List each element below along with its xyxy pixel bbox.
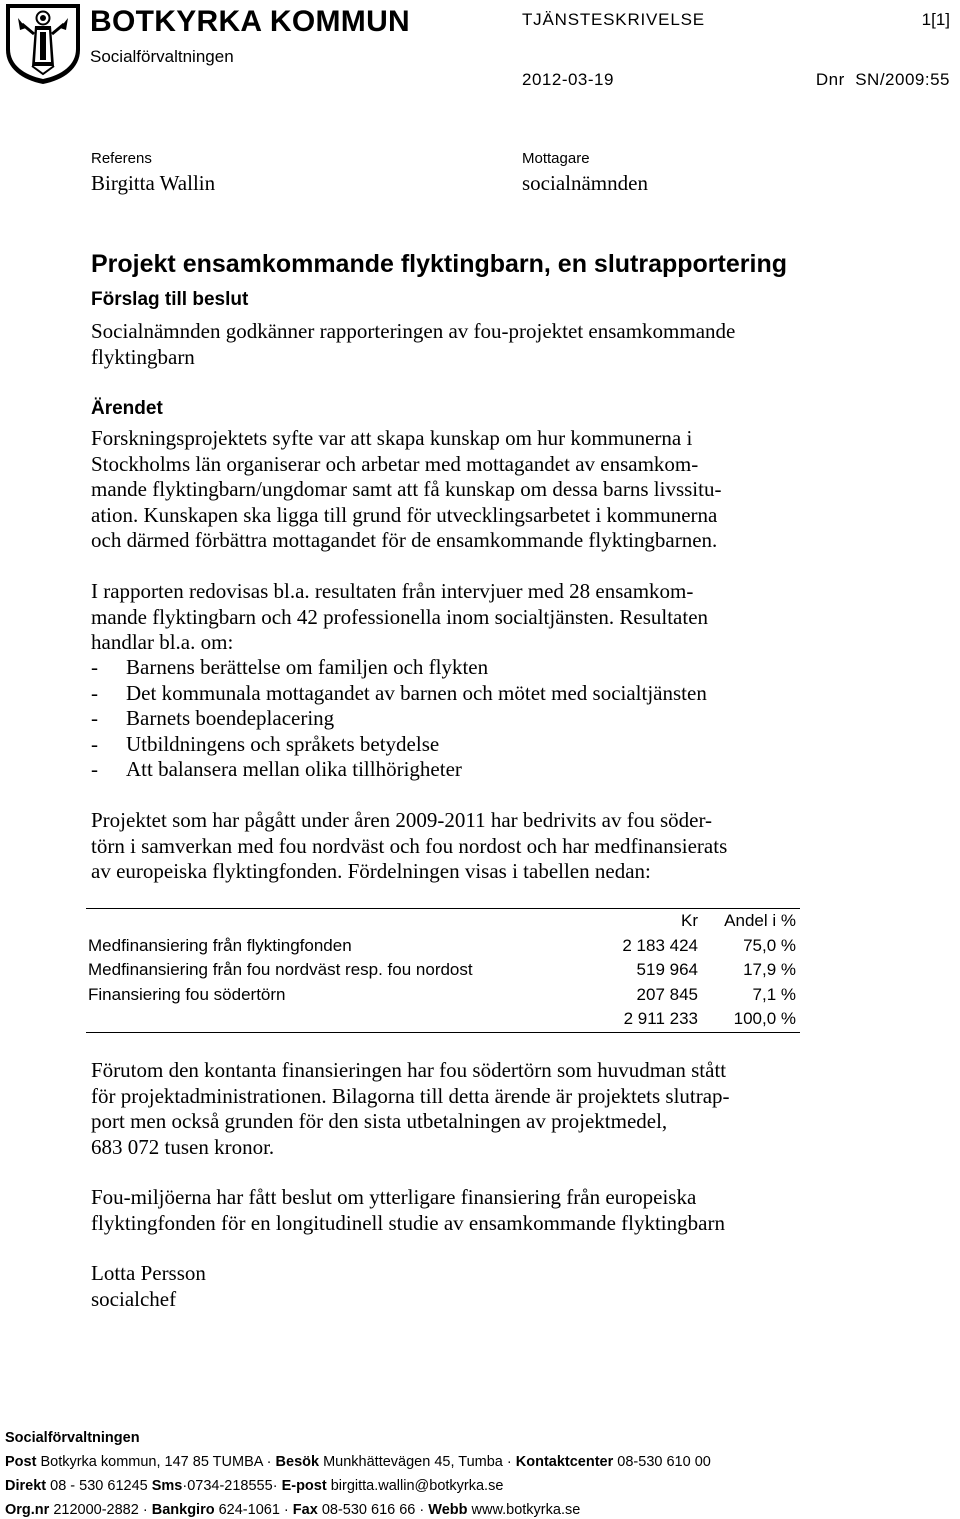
footer-label: Webb — [428, 1502, 468, 1518]
text-line: törn i samverkan med fou nordväst och fou nordost och har medfinansierats — [91, 833, 728, 858]
text-line: Forskningsprojektets syfte var att skapa kunskap om hur kommunerna i — [91, 426, 693, 450]
table-bottom-rule — [86, 1032, 800, 1033]
text-line: mande flyktingbarn/ungdomar samt att få kunskap om dessa barns livssitu- — [91, 477, 722, 501]
footer-value: Munkhättevägen 45, Tumba — [323, 1454, 503, 1470]
footer-separator: · — [283, 1502, 289, 1518]
table-cell: 519 964 — [636, 960, 698, 979]
dash-marker: - — [91, 680, 98, 705]
table-cell: Finansiering fou södertörn — [88, 984, 286, 1004]
footer-value: 08-530 616 66 — [321, 1502, 416, 1518]
footer-department — [5, 1430, 140, 1446]
municipality-coat-of-arms — [4, 2, 82, 86]
proposal-heading: Förslag till beslut — [91, 289, 249, 310]
footer-separator: · — [142, 1502, 148, 1518]
footer-label: Post — [5, 1454, 37, 1470]
table-cell: 75,0 % — [743, 935, 796, 955]
footer-label: Besök — [275, 1454, 320, 1470]
table-header-cell: Andel i % — [724, 911, 796, 930]
footer-value: Botkyrka kommun, 147 85 TUMBA — [40, 1454, 263, 1470]
list-item — [91, 757, 707, 783]
recipient-label: Mottagare — [522, 150, 590, 167]
footer-value: 08-530 610 00 — [617, 1454, 711, 1470]
footer-label: Bankgiro — [151, 1502, 215, 1518]
footer-label: E-post — [281, 1478, 327, 1494]
footer-separator: · — [272, 1478, 278, 1494]
reference-label: Referens — [91, 150, 152, 167]
table-header-row — [86, 909, 800, 934]
table-cell: Medfinansiering från fou nordväst resp. fou nordost — [88, 960, 473, 979]
list-item-text: Utbildningens och språkets betydelse — [126, 731, 440, 756]
table-total-share: 100,0 % — [733, 1009, 796, 1028]
signer-title: socialchef — [91, 1287, 177, 1311]
footer-line-1 — [5, 1454, 711, 1470]
table-header-cell: Kr — [681, 911, 698, 930]
text-line: mande flyktingbarn och 42 professionella inom socialtjänsten. Resultaten — [91, 604, 709, 629]
dash-marker: - — [91, 655, 98, 679]
paragraph-5 — [91, 1185, 811, 1236]
matter-heading: Ärendet — [91, 398, 163, 419]
table-total-amount: 2 911 233 — [623, 1009, 698, 1028]
list-item-text: Barnets boendeplacering — [126, 706, 335, 730]
footer-value: 08 - 530 61245 — [50, 1478, 148, 1494]
financing-table — [86, 908, 800, 1033]
text-line: Stockholms län organiserar och arbetar med mottagandet av ensamkom- — [91, 451, 699, 476]
table-cell: 17,9 % — [743, 960, 796, 979]
text-line: för projektadministrationen. Bilagorna till detta ärende är projektets slutrap- — [91, 1083, 730, 1108]
text-line: I rapporten redovisas bl.a. resultaten från intervjuer med 28 ensamkom- — [91, 579, 694, 603]
registration-number: Dnr SN/2009:55 — [815, 70, 950, 89]
footer-value: 0734-218555 — [187, 1478, 273, 1494]
footer-separator: · — [266, 1454, 272, 1470]
text-line: och därmed förbättra mottagandet för de ensamkommande flyktingbarnen. — [91, 528, 718, 552]
footer-label: Direkt — [5, 1478, 47, 1494]
footer-email-link[interactable]: birgitta.wallin@botkyrka.se — [330, 1478, 504, 1494]
list-item — [91, 681, 707, 707]
document-date: 2012-03-19 — [522, 70, 614, 89]
department-name: Socialförvaltningen — [90, 47, 234, 66]
footer-department-text: Socialförvaltningen — [5, 1430, 140, 1446]
list-item-text: Barnens berättelse om familjen och flykten — [126, 655, 489, 679]
footer-web-link[interactable]: www.botkyrka.se — [471, 1502, 581, 1518]
text-line: av europeiska flyktingfonden. Fördelningen visas i tabellen nedan: — [91, 859, 651, 883]
footer-separator: · — [419, 1502, 425, 1518]
text-line: handlar bl.a. om: — [91, 630, 234, 654]
matter-paragraph-2 — [91, 579, 811, 656]
recipient-name: socialnämnden — [522, 171, 648, 195]
footer-line-3 — [5, 1502, 580, 1518]
footer-value: 212000-2882 — [53, 1502, 139, 1518]
paragraph-4 — [91, 1058, 811, 1160]
text-line: Projektet som har pågått under åren 2009-2011 har bedrivits av fou söder- — [91, 808, 713, 832]
proposal-text — [91, 319, 811, 370]
table-row — [86, 958, 800, 983]
list-item-text: Det kommunala mottagandet av barnen och mötet med socialtjänsten — [126, 680, 707, 705]
text-line: ation. Kunskapen ska ligga till grund för utvecklingsarbetet i kommunerna — [91, 502, 718, 527]
table-row — [86, 983, 800, 1008]
table-total-row — [86, 1007, 800, 1032]
dash-marker: - — [91, 706, 98, 730]
dash-marker: - — [91, 757, 98, 781]
footer-line-2 — [5, 1478, 503, 1494]
table-cell: Medfinansiering från flyktingfonden — [88, 935, 352, 955]
reference-name: Birgitta Wallin — [91, 171, 216, 195]
text-line: 683 072 tusen kronor. — [91, 1134, 275, 1159]
document-type: TJÄNSTESKRIVELSE — [522, 10, 705, 29]
table-cell: 7,1 % — [752, 984, 796, 1004]
table-row — [86, 934, 800, 959]
matter-paragraph-1 — [91, 426, 811, 554]
dash-marker: - — [91, 731, 98, 756]
signer-name: Lotta Persson — [91, 1261, 206, 1285]
page-number: 1[1] — [921, 10, 950, 29]
document-title: Projekt ensamkommande flyktingbarn, en slutrapportering — [91, 250, 787, 278]
text-line: flyktingbarn — [91, 344, 195, 369]
table-cell: 207 845 — [636, 984, 698, 1004]
footer-label: Sms — [151, 1478, 183, 1494]
organization-name: BOTKYRKA KOMMUN — [90, 5, 411, 38]
footer-label: Kontaktcenter — [515, 1454, 614, 1470]
text-line: Fou-miljöerna har fått beslut om ytterligare finansiering från europeiska — [91, 1185, 697, 1209]
footer-separator: · — [506, 1454, 512, 1470]
text-line: Förutom den kontanta finansieringen har fou södertörn som huvudman stått — [91, 1058, 727, 1082]
footer-value: 624-1061 — [218, 1502, 280, 1518]
text-line: port men också grunden för den sista utbetalningen av projektmedel, — [91, 1109, 668, 1133]
list-item — [91, 655, 707, 681]
list-item-text: Att balansera mellan olika tillhörigheter — [126, 757, 462, 781]
text-line: Socialnämnden godkänner rapporteringen av fou-projektet ensamkommande — [91, 319, 736, 343]
table-cell: 2 183 424 — [622, 935, 698, 955]
footer-label: Org.nr — [5, 1502, 50, 1518]
footer-label: Fax — [292, 1502, 318, 1518]
matter-paragraph-3 — [91, 808, 811, 885]
text-line: flyktingfonden för en longitudinell studie av ensamkommande flyktingbarn — [91, 1210, 725, 1235]
list-item — [91, 732, 707, 758]
list-item — [91, 706, 707, 732]
result-topics-list — [91, 655, 707, 783]
footer-separator: · — [182, 1478, 188, 1494]
